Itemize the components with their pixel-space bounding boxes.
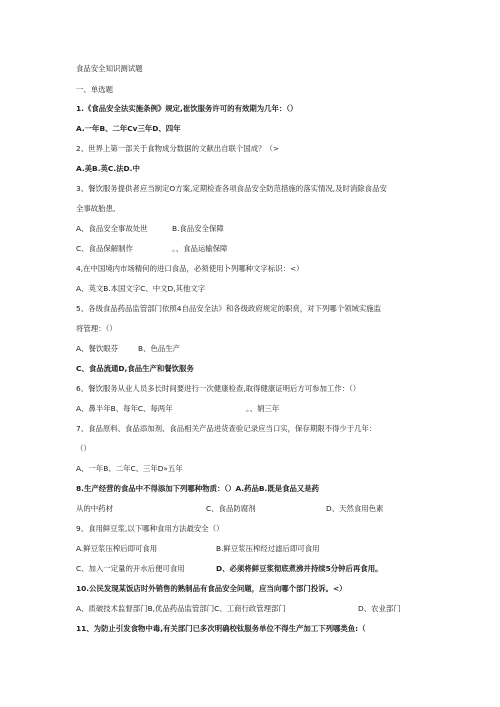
q3-text: 3、餐饮服务提供者应当制定O方案,定期检查各项食品安全防范措施的落实情况,及时消除食品安 [76, 184, 387, 193]
option-c: C、食品保解制作 [76, 244, 133, 253]
option-d: D、必须将鲜豆浆彻底煮沸并持续5分钟后再食用。 [216, 564, 383, 573]
option-b-cont: 从的中药材 [76, 504, 113, 513]
doc-title: 食品安全知识测试题 [76, 64, 143, 73]
option-d: D、天然食用色素 [326, 504, 384, 513]
q4-text: 4,在中国境内市场精何的进口食品，必须使用卜列哪种文字标识：<） [76, 264, 304, 273]
option-b: B、色品生产 [138, 344, 181, 353]
q10-text: 10.公民发现某饭店时外销售的熟制品有食品安全问题，应当向哪个部门投诉。<） [76, 584, 347, 593]
q1-text: 1.《食品安全法实施条例》规定,崔饮服务许可的有效期为几年：（） [76, 104, 298, 113]
option-a: A、食品安全事故处世 [76, 224, 148, 233]
option-d: D、农业部门 [358, 604, 401, 613]
option-d: 。、食品运输保障 [172, 244, 228, 253]
q9-text: 9、食用鲜豆浆,以下哪种食用方法最安全（） [76, 524, 224, 533]
q6-text: 6、餐饮服务从业人员多长时间要进行一次健康检查,取得健康证明后方可参加工作：（） [76, 384, 361, 393]
option-abc: A、质破技术监督部门B,优品药品监管部门C、工商行政管理部门 [76, 604, 286, 613]
q11-text: 11、为防止引发食物中毒,有关部门已多次明确校钛服务单位不得生产加工下列哪类鱼:（ [76, 624, 366, 633]
option-a: A.鲜豆浆压榨后即可食用 [76, 544, 158, 553]
q2-options: A.美B.英C.法D.中 [76, 164, 140, 173]
option-a: A、餐饮眼芬 [76, 344, 119, 353]
q7-text-cont: （） [76, 444, 91, 453]
q2-text: 2、世界上第一部关于食物成分数据的文献出自联个国成？（> [76, 144, 280, 153]
q5-text: 5、各级食品药品监管部门依照4自品安全法》和各级政府规定的职贲，对下列哪个领域实施监 [76, 304, 382, 313]
option-c: C、食品防腐剂 [206, 504, 256, 513]
option-d: 。、娟三年 [246, 404, 280, 413]
q7-text: 7、食品原料、食品添加剂、食品相关产品进货查验记录应当口实，保存期限不得少于几年： [76, 424, 377, 433]
q3-text-cont: 全事故胎患, [76, 204, 116, 213]
option-b: B.鲜豆浆压榨经过滤后即可食用 [216, 544, 320, 553]
q5-option-cd: C、食品流通D,食品生产和餐饮服务 [76, 364, 194, 373]
option-abc: A、鼻半年B、每年C、每两年 [76, 404, 173, 413]
q8-text: 8.生产经营的食品中不得添加下列哪种物质：（）A.药品B.既是食品又是药 [76, 484, 320, 493]
section-heading: 一、单选题 [76, 85, 113, 94]
q5-text-cont: 将管理：（） [76, 324, 117, 333]
q7-options: A、一年B、二年C、三年D»五年 [76, 464, 183, 473]
option-c: C、加入一定量的开水后便可食用 [76, 564, 185, 573]
q1-options: A.一年B、二年Cv三年D、四年 [76, 124, 181, 133]
q4-options: A、英文B.本国文字C、中文D,其他文字 [76, 284, 206, 293]
option-b: B.食品安全保障 [172, 224, 224, 233]
